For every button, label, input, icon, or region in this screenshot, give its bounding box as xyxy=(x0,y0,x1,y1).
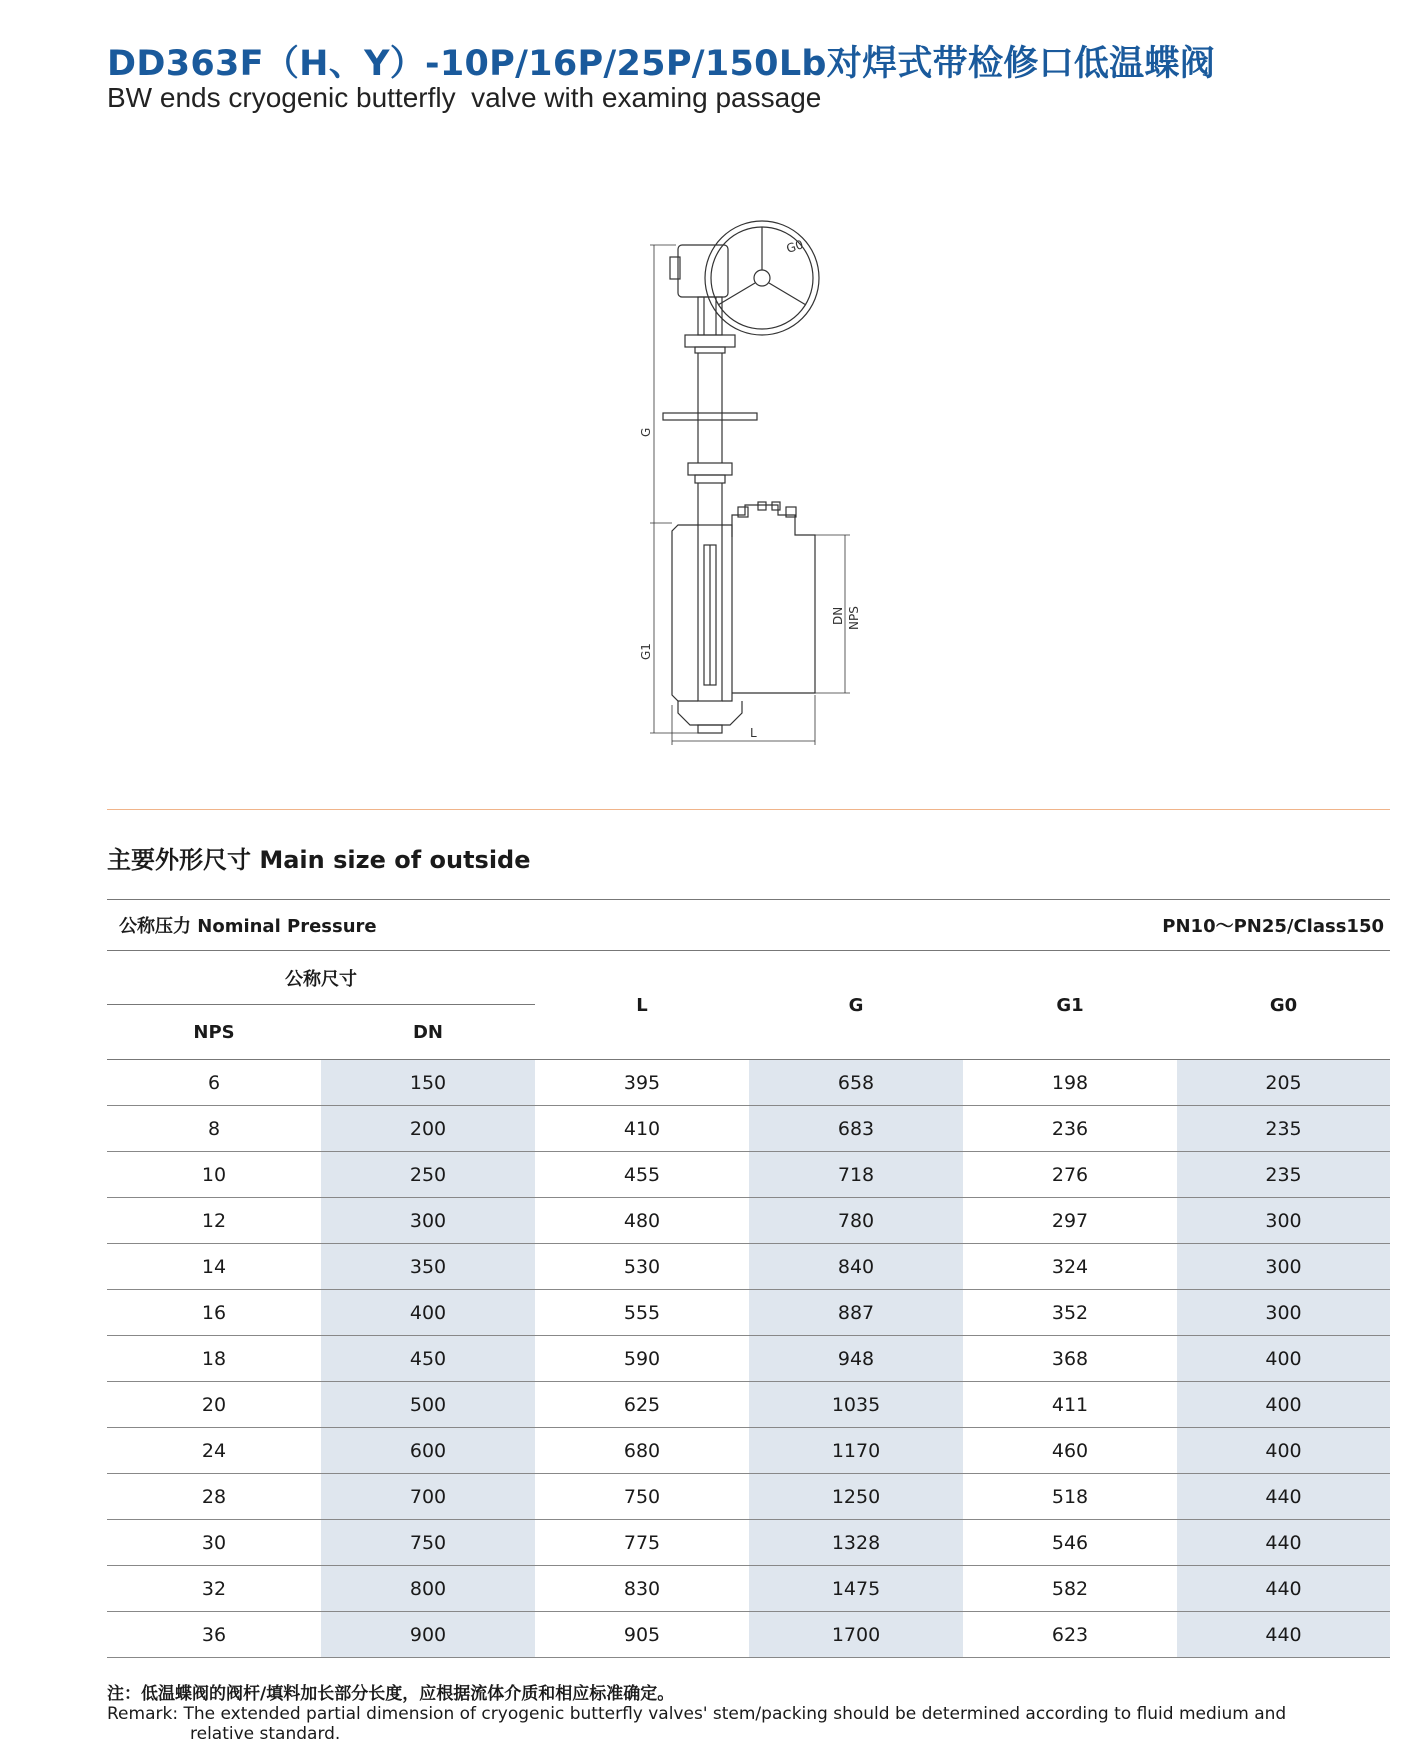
table-cell-dn: 900 xyxy=(321,1612,535,1658)
table-cell-g1: 411 xyxy=(963,1382,1177,1428)
table-cell-g1: 518 xyxy=(963,1474,1177,1520)
table-cell-dn: 250 xyxy=(321,1152,535,1198)
table-cell-nps: 32 xyxy=(107,1566,321,1612)
table-cell-g1: 276 xyxy=(963,1152,1177,1198)
pressure-value: PN10～PN25/Class150 xyxy=(749,900,1390,951)
table-row xyxy=(107,1336,1390,1382)
table-cell-g1: 352 xyxy=(963,1290,1177,1336)
section-title: 主要外形尺寸 Main size of outside xyxy=(107,846,531,874)
table-cell-l: 455 xyxy=(535,1152,749,1198)
remark-note xyxy=(107,1684,1286,1744)
table-cell-dn: 350 xyxy=(321,1244,535,1290)
table-cell-l: 625 xyxy=(535,1382,749,1428)
table-cell-g0: 205 xyxy=(1177,1060,1390,1106)
col-header-g1: G1 xyxy=(963,951,1177,1060)
group-header: 公称尺寸 xyxy=(107,951,535,1005)
dimension-table xyxy=(107,899,1390,1658)
table-cell-g: 1328 xyxy=(749,1520,963,1566)
table-cell-nps: 16 xyxy=(107,1290,321,1336)
page-title: DD363F（H、Y）-10P/16P/25P/150Lb对焊式带检修口低温蝶阀 xyxy=(107,44,1216,84)
table-cell-g: 718 xyxy=(749,1152,963,1198)
table-cell-g: 1250 xyxy=(749,1474,963,1520)
table-cell-dn: 300 xyxy=(321,1198,535,1244)
table-cell-g: 658 xyxy=(749,1060,963,1106)
table-row xyxy=(107,1152,1390,1198)
table-cell-dn: 800 xyxy=(321,1566,535,1612)
table-row xyxy=(107,1244,1390,1290)
table-cell-l: 775 xyxy=(535,1520,749,1566)
table-row xyxy=(107,1106,1390,1152)
table-row xyxy=(107,1290,1390,1336)
table-cell-l: 680 xyxy=(535,1428,749,1474)
table-cell-l: 555 xyxy=(535,1290,749,1336)
valve-drawing xyxy=(620,205,910,745)
table-cell-l: 830 xyxy=(535,1566,749,1612)
table-cell-nps: 10 xyxy=(107,1152,321,1198)
table-cell-l: 905 xyxy=(535,1612,749,1658)
page-subtitle: BW ends cryogenic butterfly valve with examing passage xyxy=(107,82,822,113)
table-cell-g1: 546 xyxy=(963,1520,1177,1566)
table-cell-g0: 400 xyxy=(1177,1336,1390,1382)
col-header-dn: DN xyxy=(321,1005,535,1060)
table-cell-nps: 6 xyxy=(107,1060,321,1106)
table-row xyxy=(107,1612,1390,1658)
dim-label-nps: NPS xyxy=(847,606,861,630)
table-cell-g: 887 xyxy=(749,1290,963,1336)
header-row-1 xyxy=(107,951,1390,1005)
col-header-g: G xyxy=(749,951,963,1060)
table-cell-g1: 460 xyxy=(963,1428,1177,1474)
table-cell-g1: 236 xyxy=(963,1106,1177,1152)
table-cell-nps: 30 xyxy=(107,1520,321,1566)
table-cell-g1: 324 xyxy=(963,1244,1177,1290)
table-cell-g0: 400 xyxy=(1177,1382,1390,1428)
table-cell-g: 780 xyxy=(749,1198,963,1244)
valve-body xyxy=(672,525,698,701)
dim-label-g0: G0 xyxy=(784,237,806,256)
table-cell-dn: 150 xyxy=(321,1060,535,1106)
table-row xyxy=(107,1566,1390,1612)
table-cell-g1: 582 xyxy=(963,1566,1177,1612)
table-cell-nps: 12 xyxy=(107,1198,321,1244)
table-cell-l: 750 xyxy=(535,1474,749,1520)
col-header-l: L xyxy=(535,951,749,1060)
table-cell-g1: 297 xyxy=(963,1198,1177,1244)
table-cell-dn: 750 xyxy=(321,1520,535,1566)
inspection-passage xyxy=(732,505,815,693)
table-cell-dn: 400 xyxy=(321,1290,535,1336)
table-cell-g1: 198 xyxy=(963,1060,1177,1106)
table-row xyxy=(107,1382,1390,1428)
dim-label-l: L xyxy=(750,726,757,740)
table-cell-l: 395 xyxy=(535,1060,749,1106)
table-cell-g: 840 xyxy=(749,1244,963,1290)
table-cell-dn: 700 xyxy=(321,1474,535,1520)
table-cell-g: 1475 xyxy=(749,1566,963,1612)
note-chinese: 注：低温蝶阀的阀杆/填料加长部分长度，应根据流体介质和相应标准确定。 xyxy=(107,1684,675,1704)
table-cell-g0: 440 xyxy=(1177,1474,1390,1520)
table-cell-nps: 28 xyxy=(107,1474,321,1520)
table-cell-g: 948 xyxy=(749,1336,963,1382)
table-cell-g: 1170 xyxy=(749,1428,963,1474)
table-cell-g0: 300 xyxy=(1177,1290,1390,1336)
table-cell-g0: 440 xyxy=(1177,1566,1390,1612)
table-body xyxy=(107,1060,1390,1658)
table-cell-dn: 450 xyxy=(321,1336,535,1382)
top-flange xyxy=(685,335,735,347)
table-cell-l: 410 xyxy=(535,1106,749,1152)
table-row xyxy=(107,1474,1390,1520)
table-cell-g0: 300 xyxy=(1177,1244,1390,1290)
table-cell-nps: 14 xyxy=(107,1244,321,1290)
dim-label-g1: G1 xyxy=(639,643,653,660)
table-cell-nps: 18 xyxy=(107,1336,321,1382)
table-row xyxy=(107,1060,1390,1106)
table-cell-g0: 235 xyxy=(1177,1152,1390,1198)
table-cell-g1: 368 xyxy=(963,1336,1177,1382)
dimension-table-wrap xyxy=(107,899,1390,1658)
table-cell-g0: 300 xyxy=(1177,1198,1390,1244)
col-header-g0: G0 xyxy=(1177,951,1390,1060)
table-cell-l: 480 xyxy=(535,1198,749,1244)
gearbox xyxy=(678,245,728,297)
table-row xyxy=(107,1428,1390,1474)
table-cell-l: 590 xyxy=(535,1336,749,1382)
table-cell-dn: 600 xyxy=(321,1428,535,1474)
table-cell-g: 1700 xyxy=(749,1612,963,1658)
dim-label-g: G xyxy=(639,427,653,437)
table-cell-g0: 440 xyxy=(1177,1520,1390,1566)
table-cell-dn: 200 xyxy=(321,1106,535,1152)
table-cell-nps: 24 xyxy=(107,1428,321,1474)
table-cell-nps: 8 xyxy=(107,1106,321,1152)
drip-plate xyxy=(663,413,757,420)
pressure-label: 公称压力 Nominal Pressure xyxy=(107,900,749,951)
table-cell-nps: 20 xyxy=(107,1382,321,1428)
table-cell-g0: 440 xyxy=(1177,1612,1390,1658)
table-cell-g0: 400 xyxy=(1177,1428,1390,1474)
note-english-line2: relative standard. xyxy=(190,1724,341,1744)
dim-label-dn: DN xyxy=(831,606,845,625)
section-divider xyxy=(107,809,1390,810)
table-cell-l: 530 xyxy=(535,1244,749,1290)
table-cell-g1: 623 xyxy=(963,1612,1177,1658)
col-header-nps: NPS xyxy=(107,1005,321,1060)
table-row xyxy=(107,1520,1390,1566)
pressure-row xyxy=(107,900,1390,951)
table-cell-g: 1035 xyxy=(749,1382,963,1428)
table-cell-nps: 36 xyxy=(107,1612,321,1658)
table-cell-g: 683 xyxy=(749,1106,963,1152)
note-english-line1: Remark: The extended partial dimension of cryogenic butterfly valves' stem/packing should be determined according to fluid medium and xyxy=(107,1704,1287,1724)
table-cell-dn: 500 xyxy=(321,1382,535,1428)
table-row xyxy=(107,1198,1390,1244)
table-cell-g0: 235 xyxy=(1177,1106,1390,1152)
